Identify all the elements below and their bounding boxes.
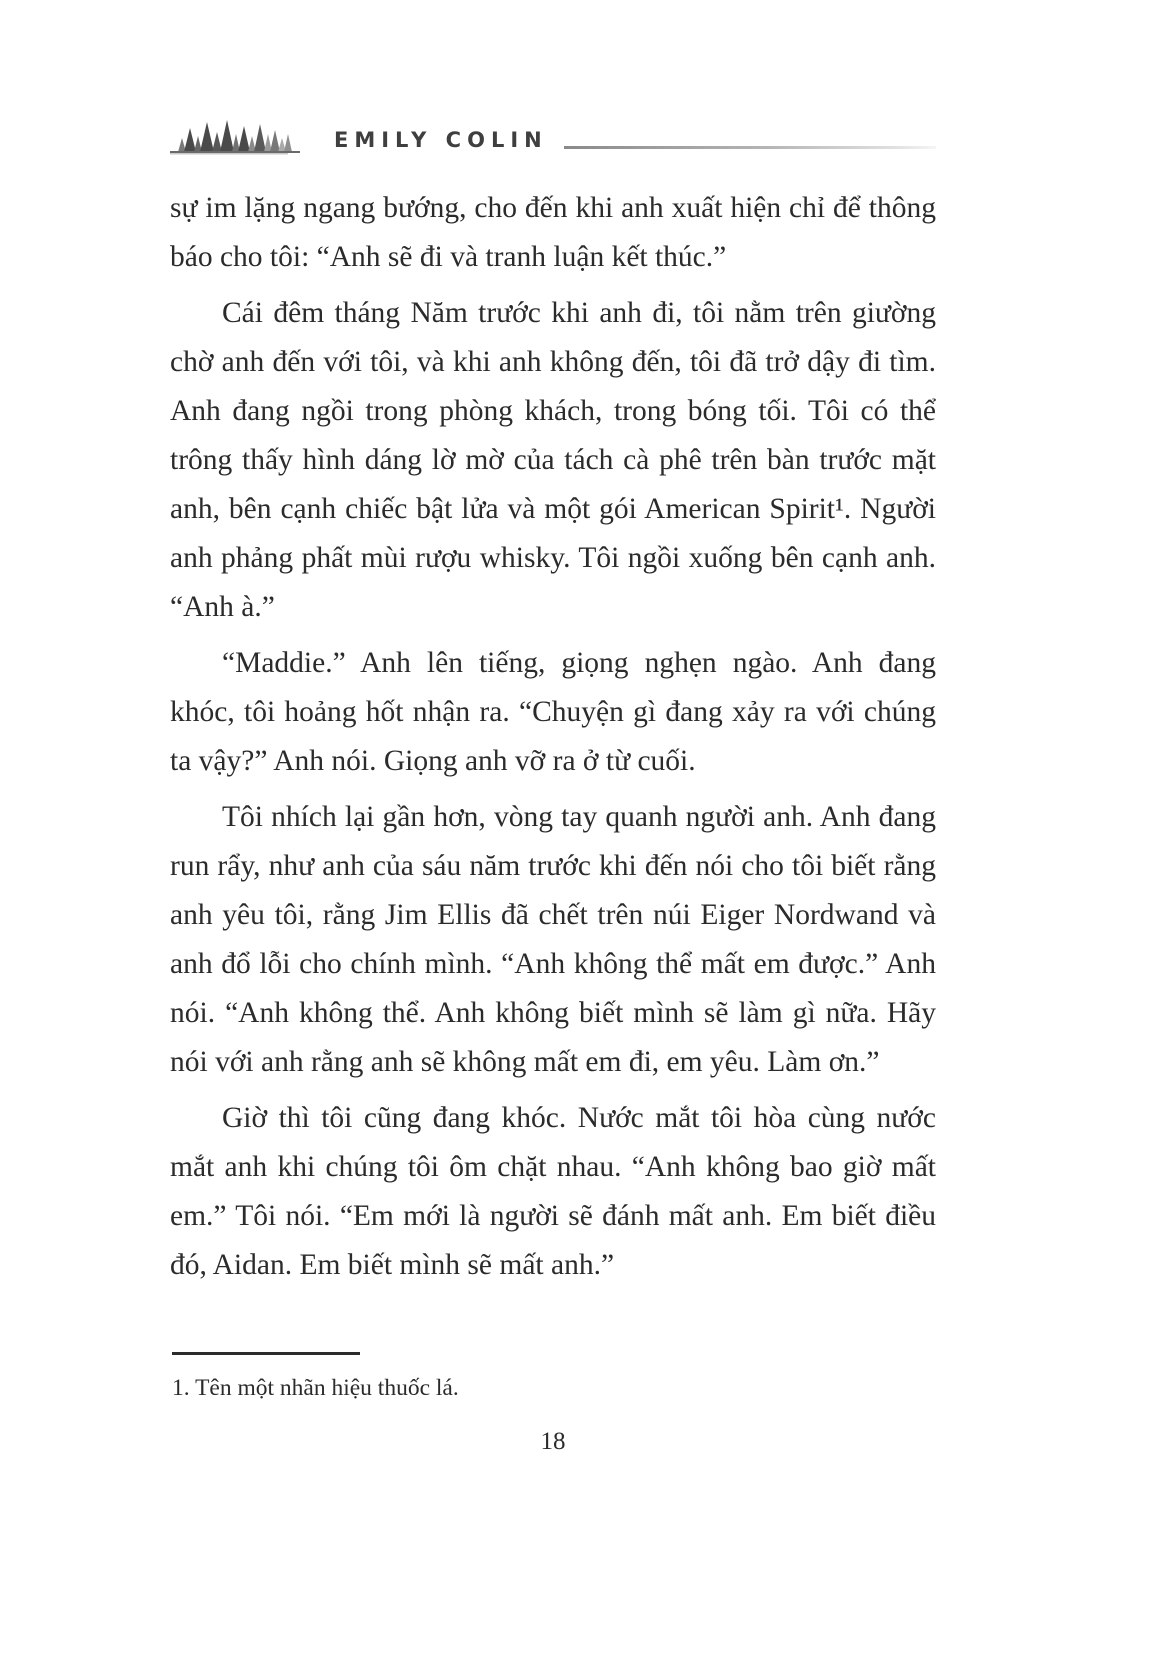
book-page bbox=[170, 0, 936, 1662]
body-text bbox=[170, 184, 936, 1297]
paragraph: sự im lặng ngang bướng, cho đến khi anh xuất hiện chỉ để thông báo cho tôi: “Anh sẽ đi và tranh luận kết thúc.” bbox=[170, 192, 936, 273]
page-header bbox=[170, 116, 936, 156]
footnote: 1. Tên một nhãn hiệu thuốc lá. bbox=[172, 1375, 459, 1401]
paragraph: Tôi nhích lại gần hơn, vòng tay quanh người anh. Anh đang run rẩy, như anh của sáu năm trước khi đến nói cho tôi biết rằng anh yêu tôi, rằng Jim Ellis đã chết trên núi Eiger Nordwand và anh đổ lỗi cho chính mình. “Anh không thể mất em được.” Anh nói. “Anh không thể. Anh không biết mình sẽ làm gì nữa. Hãy nói với anh rằng anh sẽ không mất em đi, em yêu. Làm ơn.” bbox=[170, 801, 936, 1078]
paragraph: Giờ thì tôi cũng đang khóc. Nước mắt tôi hòa cùng nước mắt anh khi chúng tôi ôm chặt nhau. “Anh không bao giờ mất em.” Tôi nói. “Em mới là người sẽ đánh mất anh. Em biết điều đó, Aidan. Em biết mình sẽ mất anh.” bbox=[170, 1102, 936, 1281]
paragraph: “Maddie.” Anh lên tiếng, giọng nghẹn ngào. Anh đang khóc, tôi hoảng hốt nhận ra. “Chuyện gì đang xảy ra với chúng ta vậy?” Anh nói. Giọng anh vỡ ra ở từ cuối. bbox=[170, 647, 936, 777]
footnote-divider bbox=[172, 1352, 360, 1355]
page-number: 18 bbox=[540, 1428, 566, 1455]
header-rule bbox=[564, 146, 936, 149]
pine-forest-icon bbox=[170, 118, 320, 156]
paragraph: Cái đêm tháng Năm trước khi anh đi, tôi nằm trên giường chờ anh đến với tôi, và khi anh không đến, tôi đã trở dậy đi tìm. Anh đang ngồi trong phòng khách, trong bóng tối. Tôi có thể trông thấy hình dáng lờ mờ của tách cà phê trên bàn trước mặt anh, bên cạnh chiếc bật lửa và một gói American Spirit¹. Người anh phảng phất mùi rượu whisky. Tôi ngồi xuống bên cạnh anh. “Anh à.” bbox=[170, 297, 936, 623]
author-name: EMILY COLIN bbox=[334, 128, 548, 152]
